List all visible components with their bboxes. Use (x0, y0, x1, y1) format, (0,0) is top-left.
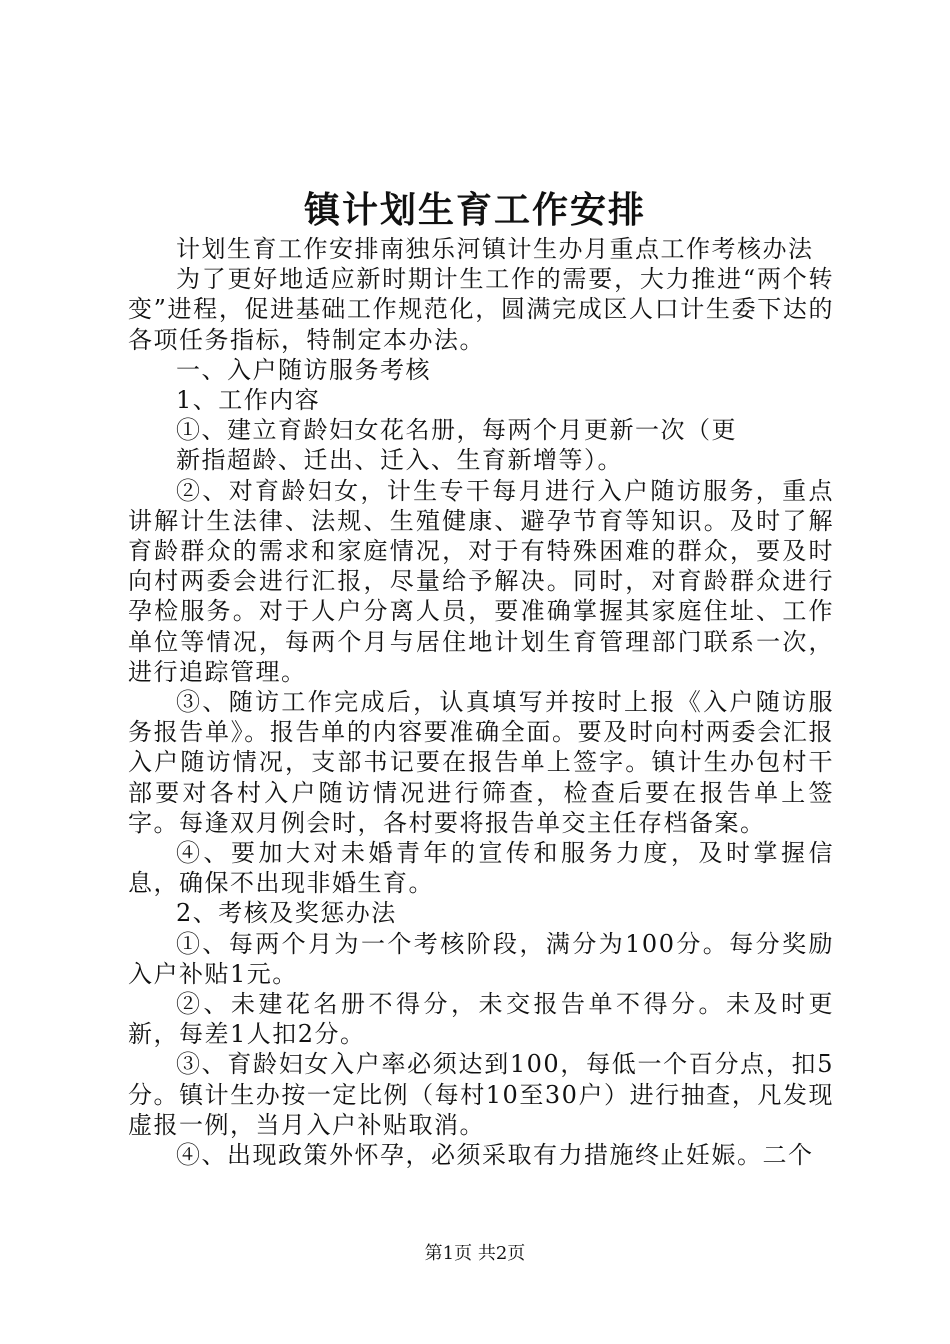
paragraph-3: 一、入户随访服务考核 (176, 355, 431, 384)
paragraph-4: 1、工作内容 (176, 386, 321, 415)
paragraph-10: 2、考核及奖惩办法 (176, 899, 397, 928)
paragraph-1: 计划生育工作安排南独乐河镇计生办月重点工作考核办法 (176, 235, 814, 263)
paragraph-9: ④、要加大对未婚青年的宣传和服务力度，及时掌握信息，确保不出现非婚生育。 (128, 839, 834, 898)
document-title: 镇计划生育工作安排 (303, 189, 646, 231)
paragraph-7: ②、对育龄妇女，计生专干每月进行入户随访服务，重点讲解计生法律、法规、生殖健康、避孕节育等知识。及时了解育龄群众的需求和家庭情况，对于有特殊困难的群众，要及时向村两委会进行汇报，尽量给予解决。同时，对育龄群众进行孕检服务。对于人户分离人员，要准确掌握其家庭住址、工作单位等情况，每两个月与居住地计划生育管理部门联系一次，进行追踪管理。 (128, 476, 834, 686)
page-footer: 第1页 共2页 (424, 1243, 526, 1264)
paragraph-14: ④、出现政策外怀孕，必须采取有力措施终止妊娠。二个 (176, 1141, 814, 1170)
paragraph-8: ③、随访工作完成后，认真填写并按时上报《入户随访服务报告单》。报告单的内容要准确全面。要及时向村两委会汇报入户随访情况，支部书记要在报告单上签字。镇计生办包村干部要对各村入户随访情况进行筛查，检查后要在报告单上签字。每逢双月例会时，各村要将报告单交主任存档备案。 (128, 688, 834, 837)
paragraph-2: 为了更好地适应新时期计生工作的需要，大力推进“两个转变”进程，促进基础工作规范化，圆满完成区人口计生委下达的各项任务指标，特制定本办法。 (128, 265, 834, 354)
paragraph-13: ③、育龄妇女入户率必须达到100，每低一个百分点，扣5分。镇计生办按一定比例（每村10至30户）进行抽查，凡发现虚报一例，当月入户补贴取消。 (128, 1050, 834, 1139)
paragraph-6: 新指超龄、迁出、迁入、生育新增等）。 (176, 446, 623, 475)
paragraph-5: ①、建立育龄妇女花名册，每两个月更新一次（更 (176, 416, 737, 445)
paragraph-11: ①、每两个月为一个考核阶段，满分为100分。每分奖励入户补贴1元。 (128, 929, 834, 988)
paragraph-12: ②、未建花名册不得分，未交报告单不得分。未及时更新，每差1人扣2分。 (128, 990, 834, 1049)
document-body (128, 234, 834, 1170)
